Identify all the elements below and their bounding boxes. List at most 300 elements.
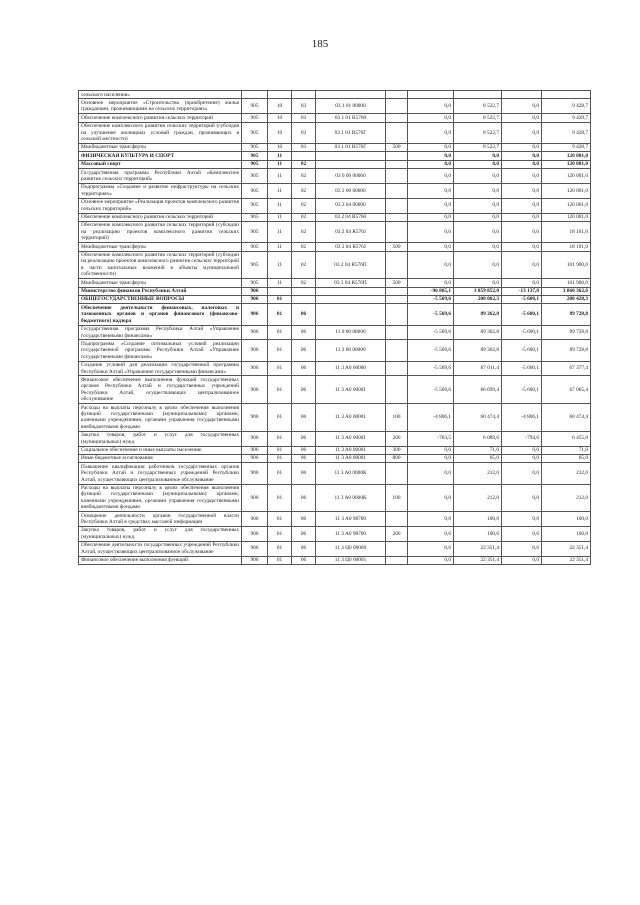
table-row xyxy=(79,512,591,527)
amount-4-cell: 6 455,0 xyxy=(542,431,591,446)
admin-code-cell xyxy=(242,91,268,99)
amount-4-cell: 101 900,0 xyxy=(542,279,591,287)
section-code-cell: 11 xyxy=(268,243,292,251)
admin-code-cell: 905 xyxy=(242,198,268,213)
amount-1-cell: 0,0 xyxy=(408,512,454,527)
amount-3-cell: 0,0 xyxy=(502,251,542,279)
amount-4-cell: 22 351,4 xyxy=(542,556,591,564)
amount-2-cell: 22 351,4 xyxy=(454,556,502,564)
admin-code-cell: 906 xyxy=(242,526,268,541)
amount-3-cell: 0,0 xyxy=(502,221,542,242)
table-row xyxy=(79,122,591,143)
amount-4-cell: 22 351,4 xyxy=(542,541,591,556)
amount-4-cell: 120 001,0 xyxy=(542,152,591,160)
amount-4-cell: 212,0 xyxy=(542,463,591,484)
amount-2-cell: 8 522,7 xyxy=(454,99,502,114)
amount-1-cell xyxy=(408,91,454,99)
target-article-cell: 03 1 01 R576Г xyxy=(316,122,386,143)
amount-1-cell: 0,0 xyxy=(408,556,454,564)
table-row xyxy=(79,160,591,168)
admin-code-cell: 905 xyxy=(242,221,268,242)
table-row xyxy=(79,340,591,361)
amount-1-cell: 0,0 xyxy=(408,160,454,168)
expense-kind-cell xyxy=(386,376,408,404)
amount-1-cell: 0,0 xyxy=(408,122,454,143)
subsection-code-cell xyxy=(292,91,316,99)
subsection-code-cell: 03 xyxy=(292,99,316,114)
admin-code-cell: 906 xyxy=(242,556,268,564)
section-code-cell: 01 xyxy=(268,361,292,376)
expense-kind-cell xyxy=(386,221,408,242)
table-row xyxy=(79,404,591,432)
item-name-cell: Расходы на выплаты персоналу в целях обеспечения выполнения функций государственными (муниципальными) органами, казенными учреждениями, органами управления государственными внебюджетными фондами xyxy=(79,484,242,512)
admin-code-cell: 906 xyxy=(242,325,268,340)
target-article-cell: 11 3 A0 98700 xyxy=(316,526,386,541)
section-code-cell: 10 xyxy=(268,143,292,151)
table-row xyxy=(79,143,591,151)
table-row xyxy=(79,183,591,198)
expense-kind-cell xyxy=(386,512,408,527)
item-name-cell: ФИЗИЧЕСКАЯ КУЛЬТУРА И СПОРТ xyxy=(79,152,242,160)
amount-3-cell: 0,0 xyxy=(502,114,542,122)
amount-3-cell: 0,0 xyxy=(502,152,542,160)
amount-4-cell: 9 428,7 xyxy=(542,99,591,114)
amount-2-cell: 0,0 xyxy=(454,221,502,242)
admin-code-cell: 905 xyxy=(242,99,268,114)
table-row xyxy=(79,463,591,484)
admin-code-cell: 905 xyxy=(242,183,268,198)
amount-2-cell: 71,0 xyxy=(454,446,502,454)
amount-1-cell: 0,0 xyxy=(408,279,454,287)
item-name-cell: Министерство финансов Республики Алтай xyxy=(79,287,242,295)
target-article-cell: 11 3 Ц0 00001 xyxy=(316,556,386,564)
amount-1-cell: -763,5 xyxy=(408,431,454,446)
amount-3-cell: 0,0 xyxy=(502,243,542,251)
subsection-code-cell: 06 xyxy=(292,304,316,325)
admin-code-cell: 905 xyxy=(242,213,268,221)
section-code-cell: 01 xyxy=(268,404,292,432)
table-row xyxy=(79,251,591,279)
section-code-cell: 11 xyxy=(268,198,292,213)
subsection-code-cell: 06 xyxy=(292,454,316,462)
admin-code-cell: 906 xyxy=(242,287,268,295)
admin-code-cell: 906 xyxy=(242,404,268,432)
expense-kind-cell: 100 xyxy=(386,484,408,512)
amount-1-cell: 0,0 xyxy=(408,99,454,114)
subsection-code-cell: 06 xyxy=(292,404,316,432)
section-code-cell xyxy=(268,287,292,295)
expense-kind-cell: 500 xyxy=(386,279,408,287)
budget-table xyxy=(78,90,591,565)
subsection-code-cell: 02 xyxy=(292,183,316,198)
section-code-cell: 01 xyxy=(268,304,292,325)
amount-4-cell: 9 428,7 xyxy=(542,114,591,122)
amount-4-cell: 67 065,4 xyxy=(542,376,591,404)
amount-4-cell: 71,0 xyxy=(542,446,591,454)
expense-kind-cell xyxy=(386,99,408,114)
target-article-cell: 11 3 A0 0000К xyxy=(316,463,386,484)
amount-2-cell: 89 362,8 xyxy=(454,304,502,325)
section-code-cell: 01 xyxy=(268,541,292,556)
section-code-cell: 01 xyxy=(268,431,292,446)
subsection-code-cell: 06 xyxy=(292,340,316,361)
amount-3-cell: 0,0 xyxy=(502,454,542,462)
amount-4-cell: 120 001,0 xyxy=(542,169,591,184)
item-name-cell: Финансовое обеспечение выполнения функций xyxy=(79,556,242,564)
amount-3-cell: -794,0 xyxy=(502,431,542,446)
amount-2-cell: 66 699,4 xyxy=(454,376,502,404)
admin-code-cell: 906 xyxy=(242,304,268,325)
amount-4-cell: 120 001,0 xyxy=(542,213,591,221)
subsection-code-cell: 06 xyxy=(292,556,316,564)
amount-2-cell: 0,0 xyxy=(454,243,502,251)
item-name-cell: Обеспечение комплексного развития сельских территорий (субсидия на улучшение жилищных условий граждан, проживающих в сельской местности) xyxy=(79,122,242,143)
table-row xyxy=(79,526,591,541)
amount-2-cell: 0,0 xyxy=(454,160,502,168)
table-row xyxy=(79,279,591,287)
amount-2-cell: 89 362,8 xyxy=(454,340,502,361)
item-name-cell: Межбюджетные трансферты xyxy=(79,143,242,151)
expense-kind-cell xyxy=(386,304,408,325)
subsection-code-cell: 02 xyxy=(292,251,316,279)
amount-2-cell: 60 474,4 xyxy=(454,404,502,432)
section-code-cell: 01 xyxy=(268,526,292,541)
amount-1-cell: 0,0 xyxy=(408,243,454,251)
amount-2-cell: 67 011,4 xyxy=(454,361,502,376)
amount-1-cell: 0,0 xyxy=(408,446,454,454)
table-row xyxy=(79,221,591,242)
amount-1-cell: 0,0 xyxy=(408,183,454,198)
item-name-cell: Государственная программа Республики Алтай «Управление государственными финансами» xyxy=(79,325,242,340)
table-row xyxy=(79,361,591,376)
amount-1-cell: 0,0 xyxy=(408,152,454,160)
item-name-cell: Межбюджетные трансферты xyxy=(79,243,242,251)
admin-code-cell: 906 xyxy=(242,512,268,527)
expense-kind-cell xyxy=(386,198,408,213)
expense-kind-cell: 200 xyxy=(386,526,408,541)
amount-3-cell: -5 600,1 xyxy=(502,295,542,303)
subsection-code-cell: 06 xyxy=(292,463,316,484)
amount-4-cell: 67 377,4 xyxy=(542,361,591,376)
admin-code-cell: 905 xyxy=(242,243,268,251)
table-row xyxy=(79,446,591,454)
subsection-code-cell: 02 xyxy=(292,160,316,168)
section-code-cell: 11 xyxy=(268,279,292,287)
subsection-code-cell: 06 xyxy=(292,512,316,527)
item-name-cell: Обеспечение комплексного развития сельских территорий xyxy=(79,213,242,221)
target-article-cell: 03 1 01 00000 xyxy=(316,99,386,114)
admin-code-cell: 905 xyxy=(242,152,268,160)
expense-kind-cell xyxy=(386,463,408,484)
amount-4-cell: 100,0 xyxy=(542,512,591,527)
target-article-cell: 11 3 00 00000 xyxy=(316,340,386,361)
amount-1-cell: 0,0 xyxy=(408,143,454,151)
item-name-cell: Основное мероприятие «Реализация проектов комплексного развития сельских территорий» xyxy=(79,198,242,213)
admin-code-cell: 905 xyxy=(242,143,268,151)
amount-2-cell: 8 522,7 xyxy=(454,122,502,143)
amount-3-cell: 0,0 xyxy=(502,213,542,221)
amount-1-cell: 0,0 xyxy=(408,454,454,462)
amount-2-cell: 8 522,7 xyxy=(454,143,502,151)
section-code-cell: 01 xyxy=(268,295,292,303)
amount-2-cell: 100,0 xyxy=(454,512,502,527)
expense-kind-cell: 500 xyxy=(386,143,408,151)
item-name-cell: сельского населения» xyxy=(79,91,242,99)
subsection-code-cell: 02 xyxy=(292,221,316,242)
section-code-cell: 11 xyxy=(268,213,292,221)
target-article-cell xyxy=(316,160,386,168)
admin-code-cell: 906 xyxy=(242,361,268,376)
section-code-cell: 01 xyxy=(268,446,292,454)
amount-2-cell: 65,0 xyxy=(454,454,502,462)
target-article-cell: 11 3 A0 98700 xyxy=(316,512,386,527)
subsection-code-cell xyxy=(292,295,316,303)
admin-code-cell: 906 xyxy=(242,340,268,361)
table-row xyxy=(79,454,591,462)
amount-3-cell: 0,0 xyxy=(502,484,542,512)
amount-4-cell: 65,0 xyxy=(542,454,591,462)
amount-3-cell: -13 137,8 xyxy=(502,287,542,295)
section-code-cell: 11 xyxy=(268,183,292,198)
amount-4-cell: 3 860 362,6 xyxy=(542,287,591,295)
amount-2-cell: 89 362,8 xyxy=(454,325,502,340)
item-name-cell: Массовый спорт xyxy=(79,160,242,168)
item-name-cell: Обеспечение комплексного развития сельских территорий (субсидии на реализацию проектов комплексного развития сельских территорий в части капитальных вложений в объекты муниципальной собственности) xyxy=(79,251,242,279)
section-code-cell: 10 xyxy=(268,122,292,143)
amount-3-cell: 0,0 xyxy=(502,526,542,541)
target-article-cell xyxy=(316,152,386,160)
target-article-cell xyxy=(316,304,386,325)
amount-3-cell: 0,0 xyxy=(502,99,542,114)
amount-4-cell: 9 428,7 xyxy=(542,122,591,143)
section-code-cell: 11 xyxy=(268,160,292,168)
amount-3-cell: -5 600,1 xyxy=(502,304,542,325)
amount-2-cell: 200 062,3 xyxy=(454,295,502,303)
expense-kind-cell xyxy=(386,295,408,303)
subsection-code-cell: 02 xyxy=(292,279,316,287)
item-name-cell: Государственная программа Республики Алтай «Комплексное развитие сельских территорий» xyxy=(79,169,242,184)
admin-code-cell: 906 xyxy=(242,376,268,404)
item-name-cell: Создание условий для реализации государственной программы Республики Алтай «Управление государственными финансами» xyxy=(79,361,242,376)
amount-1-cell: 0,0 xyxy=(408,114,454,122)
amount-3-cell: -4 806,1 xyxy=(502,404,542,432)
subsection-code-cell: 06 xyxy=(292,376,316,404)
amount-1-cell: 0,0 xyxy=(408,484,454,512)
subsection-code-cell: 06 xyxy=(292,541,316,556)
amount-1-cell: 0,0 xyxy=(408,526,454,541)
amount-4-cell: 212,0 xyxy=(542,484,591,512)
amount-3-cell: -5 600,1 xyxy=(502,361,542,376)
amount-2-cell: 0,0 xyxy=(454,213,502,221)
table-row xyxy=(79,431,591,446)
amount-4-cell: 89 728,8 xyxy=(542,325,591,340)
page-number: 185 xyxy=(311,38,329,50)
amount-1-cell: -5 569,6 xyxy=(408,304,454,325)
section-code-cell: 10 xyxy=(268,99,292,114)
amount-4-cell: 60 474,4 xyxy=(542,404,591,432)
admin-code-cell: 905 xyxy=(242,169,268,184)
subsection-code-cell: 06 xyxy=(292,526,316,541)
section-code-cell: 11 xyxy=(268,221,292,242)
item-name-cell: Обеспечение деятельности государственных учреждений Республики Алтай, осуществляющих централизованное обслуживание xyxy=(79,541,242,556)
subsection-code-cell: 06 xyxy=(292,361,316,376)
section-code-cell: 10 xyxy=(268,114,292,122)
target-article-cell: 03 2 04 R576J xyxy=(316,243,386,251)
expense-kind-cell xyxy=(386,287,408,295)
table-row xyxy=(79,99,591,114)
table-body xyxy=(79,91,591,565)
section-code-cell: 01 xyxy=(268,484,292,512)
item-name-cell: Повышение квалификации работников государственных органов Республики Алтай и государственных учреждений Республики Алтай, осуществляющих централизованное обслуживание xyxy=(79,463,242,484)
table-row xyxy=(79,114,591,122)
amount-4-cell: 89 728,8 xyxy=(542,340,591,361)
expense-kind-cell xyxy=(386,169,408,184)
amount-1-cell: 0,0 xyxy=(408,169,454,184)
table-row xyxy=(79,243,591,251)
amount-3-cell: 0,0 xyxy=(502,183,542,198)
amount-3-cell: 0,0 xyxy=(502,143,542,151)
amount-2-cell xyxy=(454,91,502,99)
amount-2-cell: 0,0 xyxy=(454,169,502,184)
expense-kind-cell: 500 xyxy=(386,243,408,251)
target-article-cell: 03 2 04 R576П xyxy=(316,279,386,287)
subsection-code-cell: 02 xyxy=(292,243,316,251)
amount-3-cell: 0,0 xyxy=(502,512,542,527)
expense-kind-cell xyxy=(386,340,408,361)
amount-4-cell: 101 900,0 xyxy=(542,251,591,279)
amount-4-cell: 9 428,7 xyxy=(542,143,591,151)
amount-3-cell: 0,0 xyxy=(502,279,542,287)
admin-code-cell: 906 xyxy=(242,484,268,512)
target-article-cell xyxy=(316,295,386,303)
target-article-cell: 11 3 A0 00001 xyxy=(316,376,386,404)
table-row xyxy=(79,556,591,564)
table-row xyxy=(79,376,591,404)
amount-3-cell: -5 600,1 xyxy=(502,325,542,340)
section-code-cell: 01 xyxy=(268,556,292,564)
amount-1-cell: -4 806,1 xyxy=(408,404,454,432)
admin-code-cell: 905 xyxy=(242,114,268,122)
section-code-cell: 11 xyxy=(268,169,292,184)
amount-2-cell: 6 089,0 xyxy=(454,431,502,446)
expense-kind-cell xyxy=(386,361,408,376)
amount-4-cell: 89 728,8 xyxy=(542,304,591,325)
item-name-cell: Межбюджетные трансферты xyxy=(79,279,242,287)
amount-2-cell: 212,0 xyxy=(454,484,502,512)
item-name-cell: Обеспечение деятельности финансовых, налоговых и таможенных органов и органов финансового (финансово-бюджетного) надзора xyxy=(79,304,242,325)
item-name-cell: Расходы на выплаты персоналу в целях обеспечения выполнения функций государственными (муниципальными) органами, казенными учреждениями, органами управления государственными внебюджетными фондами xyxy=(79,404,242,432)
amount-1-cell: -5 569,6 xyxy=(408,361,454,376)
admin-code-cell: 905 xyxy=(242,160,268,168)
amount-3-cell: 0,0 xyxy=(502,198,542,213)
item-name-cell: Подпрограмма «Создание и развитие инфраструктуры на сельских территориях» xyxy=(79,183,242,198)
section-code-cell: 01 xyxy=(268,325,292,340)
amount-2-cell: 100,0 xyxy=(454,526,502,541)
amount-1-cell: 0,0 xyxy=(408,541,454,556)
admin-code-cell: 906 xyxy=(242,431,268,446)
admin-code-cell: 906 xyxy=(242,454,268,462)
target-article-cell: 11 3 A0 00001 xyxy=(316,454,386,462)
amount-3-cell: -5 600,1 xyxy=(502,376,542,404)
target-article-cell: 11 3 A0 00001 xyxy=(316,404,386,432)
table-row xyxy=(79,295,591,303)
amount-3-cell: 0,0 xyxy=(502,160,542,168)
admin-code-cell: 905 xyxy=(242,122,268,143)
subsection-code-cell: 03 xyxy=(292,122,316,143)
amount-1-cell: 0,0 xyxy=(408,198,454,213)
amount-1-cell: -5 569,6 xyxy=(408,340,454,361)
target-article-cell xyxy=(316,287,386,295)
admin-code-cell: 906 xyxy=(242,541,268,556)
target-article-cell: 11 3 Ц0 00000 xyxy=(316,541,386,556)
amount-4-cell: 18 101,0 xyxy=(542,243,591,251)
expense-kind-cell xyxy=(386,152,408,160)
amount-3-cell: 0,0 xyxy=(502,556,542,564)
amount-2-cell: 0,0 xyxy=(454,279,502,287)
item-name-cell: Подпрограмма «Создание оптимальных условий реализации государственной программы Республики Алтай «Управление государственными финансами» xyxy=(79,340,242,361)
table-row xyxy=(79,541,591,556)
amount-1-cell: -5 569,6 xyxy=(408,295,454,303)
section-code-cell: 11 xyxy=(268,251,292,279)
table-row xyxy=(79,484,591,512)
expense-kind-cell xyxy=(386,251,408,279)
expense-kind-cell xyxy=(386,183,408,198)
expense-kind-cell xyxy=(386,213,408,221)
amount-3-cell: 0,0 xyxy=(502,463,542,484)
amount-3-cell: 0,0 xyxy=(502,446,542,454)
subsection-code-cell: 02 xyxy=(292,169,316,184)
section-code-cell: 01 xyxy=(268,454,292,462)
item-name-cell: Финансовое обеспечение выполнения функций государственных органов Республики Алтай и государственных учреждений Республики Алтай, осуществляющих централизованное обслуживание xyxy=(79,376,242,404)
target-article-cell: 03 2 00 00000 xyxy=(316,183,386,198)
subsection-code-cell: 06 xyxy=(292,431,316,446)
section-code-cell: 01 xyxy=(268,376,292,404)
amount-3-cell xyxy=(502,91,542,99)
amount-4-cell: 18 101,0 xyxy=(542,221,591,242)
section-code-cell: 11 xyxy=(268,152,292,160)
amount-1-cell: 0,0 xyxy=(408,221,454,242)
item-name-cell: Закупка товаров, работ и услуг для государственных (муниципальных) нужд xyxy=(79,431,242,446)
section-code-cell xyxy=(268,91,292,99)
amount-4-cell: 200 428,3 xyxy=(542,295,591,303)
table-row xyxy=(79,152,591,160)
subsection-code-cell xyxy=(292,152,316,160)
amount-4-cell xyxy=(542,91,591,99)
item-name-cell: Иные бюджетные ассигнования xyxy=(79,454,242,462)
subsection-code-cell: 03 xyxy=(292,114,316,122)
table-row xyxy=(79,287,591,295)
target-article-cell: 03 2 04 00000 xyxy=(316,198,386,213)
target-article-cell: 11 3 A0 00000 xyxy=(316,361,386,376)
amount-2-cell: 22 351,4 xyxy=(454,541,502,556)
amount-4-cell: 100,0 xyxy=(542,526,591,541)
item-name-cell: Закупка товаров, работ и услуг для государственных (муниципальных) нужд xyxy=(79,526,242,541)
subsection-code-cell: 06 xyxy=(292,484,316,512)
amount-2-cell: 3 059 852,0 xyxy=(454,287,502,295)
expense-kind-cell: 800 xyxy=(386,454,408,462)
amount-2-cell: 0,0 xyxy=(454,152,502,160)
item-name-cell: ОБЩЕГОСУДАРСТВЕННЫЕ ВОПРОСЫ xyxy=(79,295,242,303)
amount-2-cell: 8 522,7 xyxy=(454,114,502,122)
subsection-code-cell: 02 xyxy=(292,213,316,221)
item-name-cell: Освещение деятельности органов государственной власти Республики Алтай в средствах массовой информации xyxy=(79,512,242,527)
table-row xyxy=(79,325,591,340)
amount-1-cell: -96 865,1 xyxy=(408,287,454,295)
amount-2-cell: 0,0 xyxy=(454,183,502,198)
target-article-cell: 03 1 01 R5760 xyxy=(316,114,386,122)
admin-code-cell: 906 xyxy=(242,446,268,454)
expense-kind-cell xyxy=(386,160,408,168)
